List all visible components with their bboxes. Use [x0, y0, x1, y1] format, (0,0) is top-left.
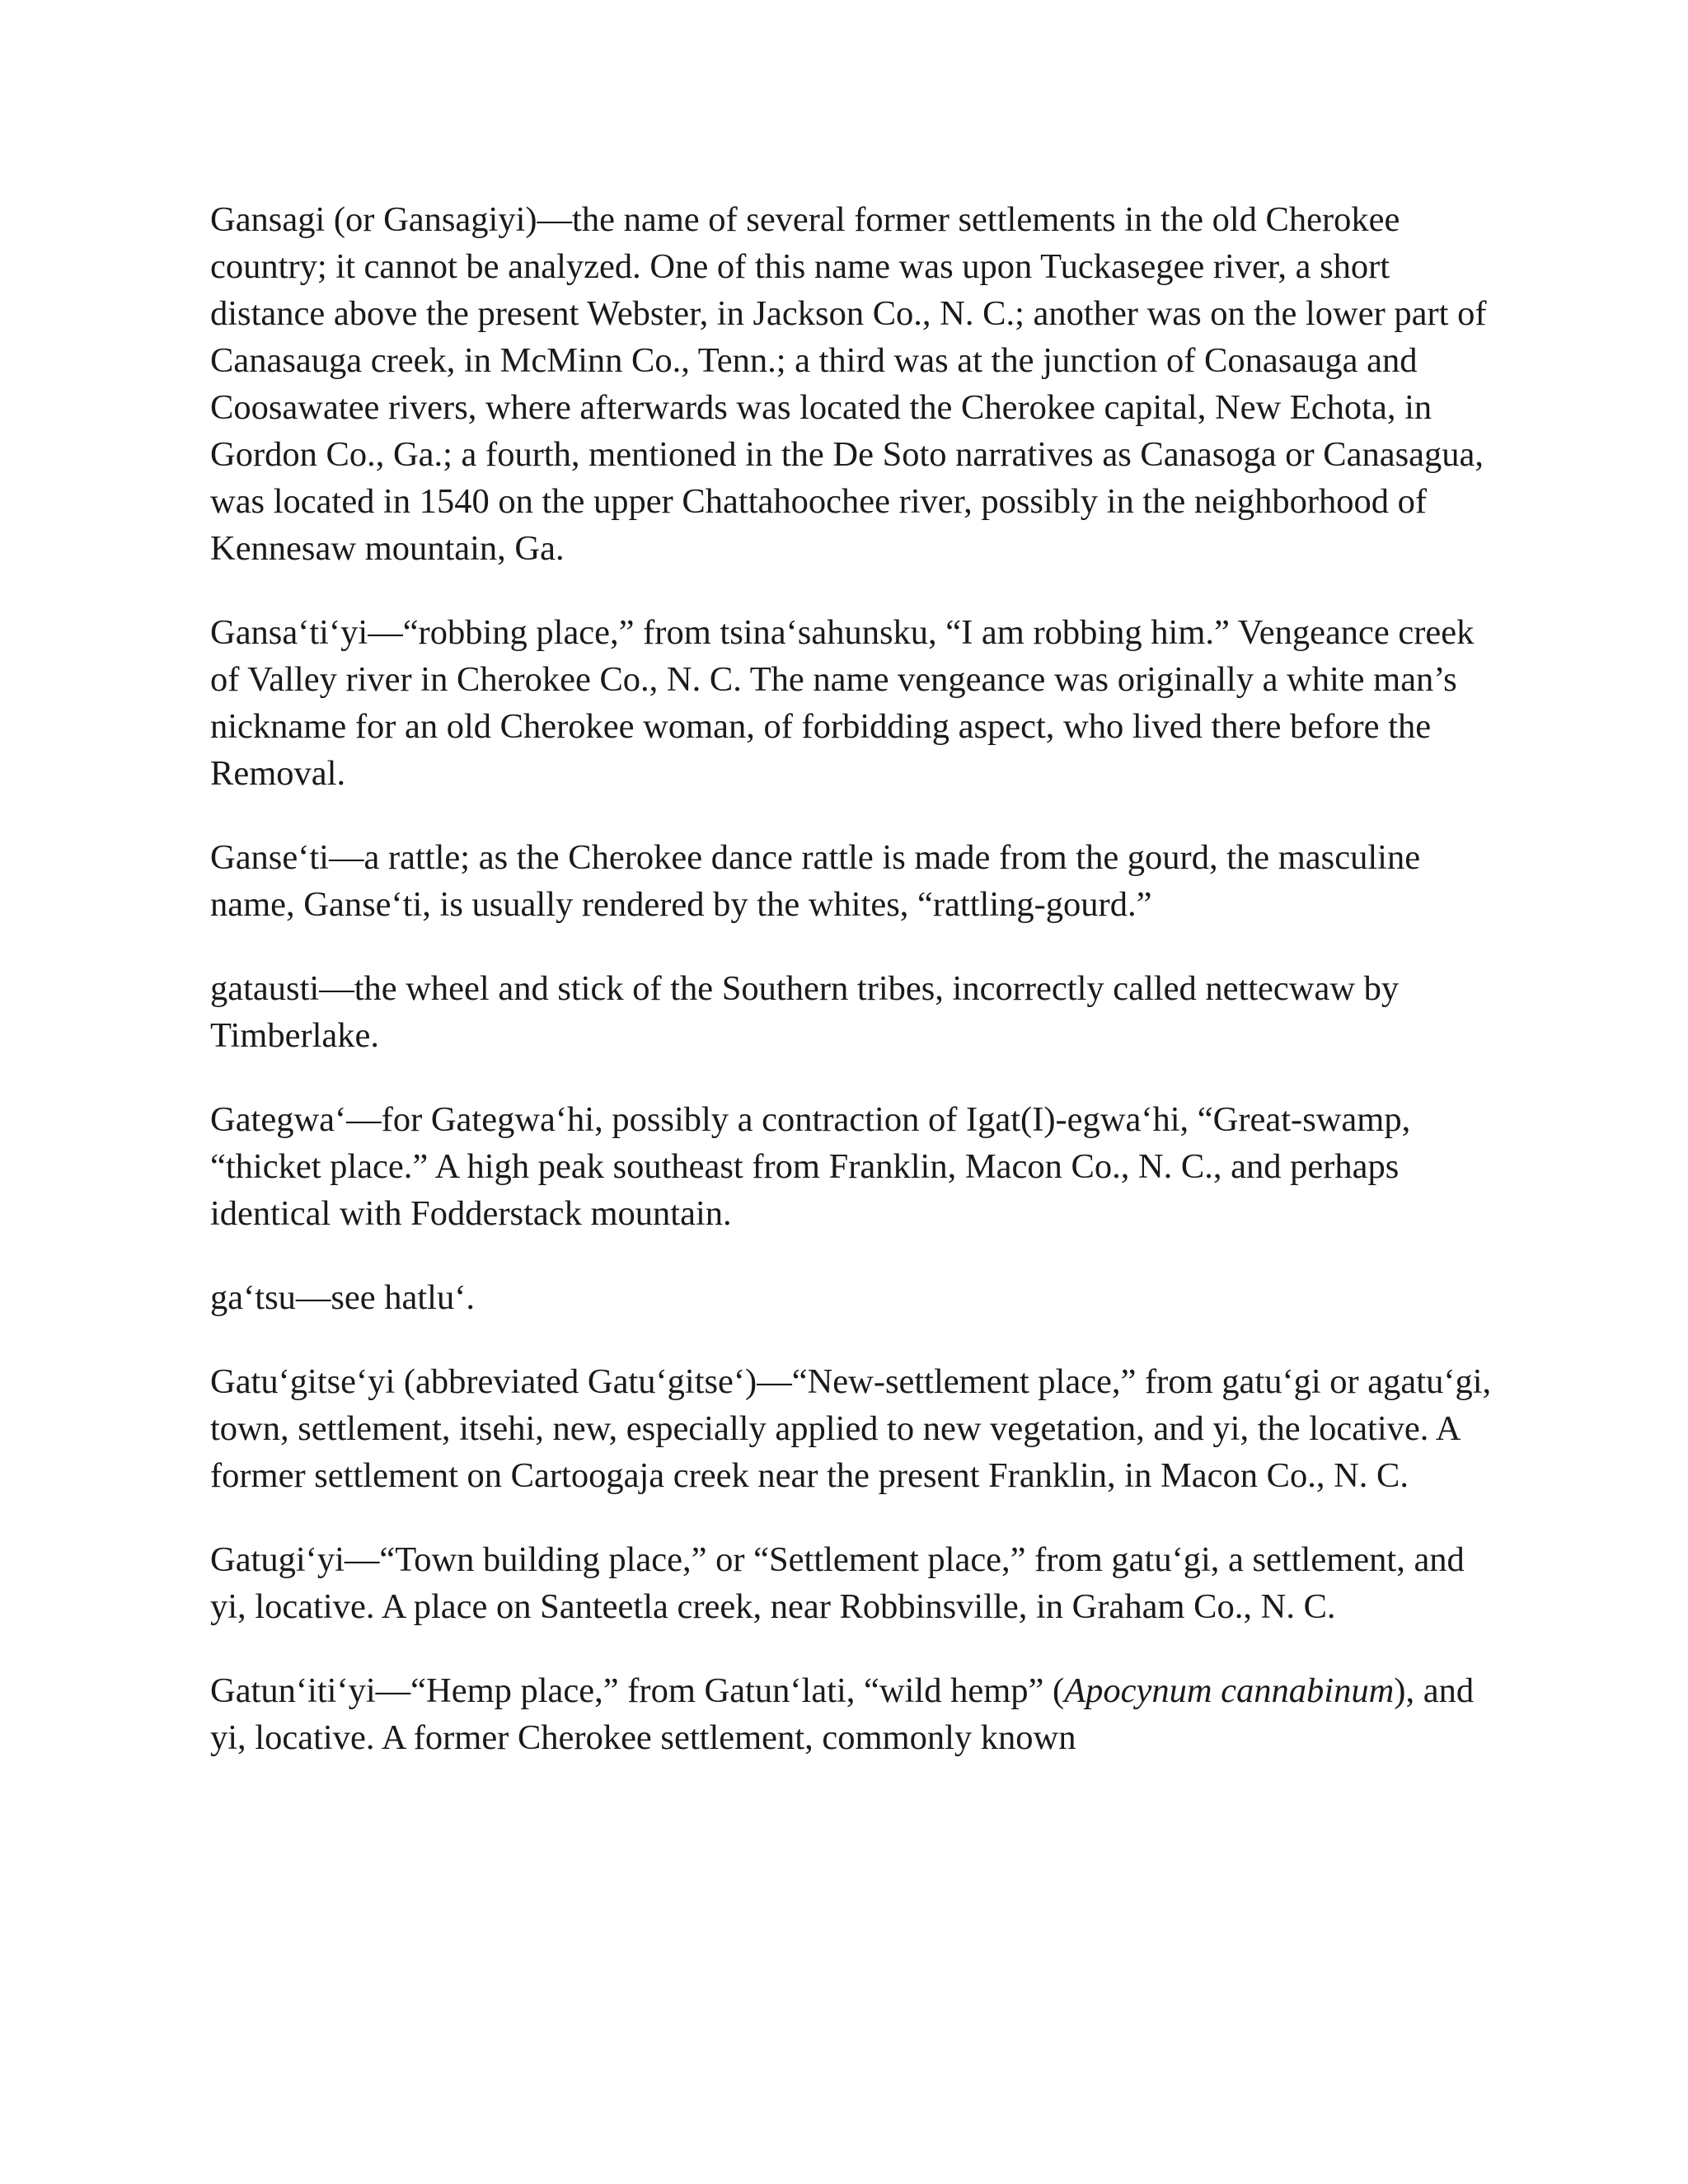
- entry-text: Gategwa‘—for Gategwa‘hi, possibly a contraction of Igat(I)-egwa‘hi, “Great-swamp, “thicket place.” A high peak southeast from Franklin, Macon Co., N. C., and perhaps identical with Fodderstack mountain.: [210, 1100, 1411, 1233]
- entry-text: Gansagi (or Gansagiyi)—the name of several former settlements in the old Cherokee country; it cannot be analyzed. One of this name was upon Tuckasegee river, a short distance above the present Webster, in Jackson Co., N. C.; another was on the lower part of Canasauga creek, in McMinn Co., Tenn.; a third was at the junction of Conasauga and Coosawatee rivers, where afterwards was located the Cherokee capital, New Echota, in Gordon Co., Ga.; a fourth, mentioned in the De Soto narratives as Canasoga or Canasagua, was located in 1540 on the upper Chattahoochee river, possibly in the neighborhood of Kennesaw mountain, Ga.: [210, 200, 1487, 568]
- entry-gatsu: [210, 1274, 1496, 1321]
- entry-gansatiyi: [210, 609, 1496, 797]
- entry-gatunitiyi: [210, 1667, 1496, 1761]
- entry-gansetti: [210, 834, 1496, 928]
- document-page: [210, 196, 1496, 1798]
- entry-text: Gansa‘ti‘yi—“robbing place,” from tsina‘sahunsku, “I am robbing him.” Vengeance creek of Valley river in Cherokee Co., N. C. The name vengeance was originally a white man’s nickname for an old Cherokee woman, of forbidding aspect, who lived there before the Removal.: [210, 613, 1475, 793]
- entry-text-after: ), and yi, locative. A former Cherokee settlement, commonly known: [210, 1671, 1475, 1757]
- entry-gatugitseyi: [210, 1358, 1496, 1499]
- entry-text: Gatugi‘yi—“Town building place,” or “Settlement place,” from gatu‘gi, a settlement, and yi, locative. A place on Santeetla creek, near Robbinsville, in Graham Co., N. C.: [210, 1540, 1465, 1626]
- entry-text: Ganse‘ti—a rattle; as the Cherokee dance rattle is made from the gourd, the masculine name, Ganse‘ti, is usually rendered by the whites, “rattling-gourd.”: [210, 838, 1421, 924]
- entry-gategwa: [210, 1096, 1496, 1237]
- entry-gatugiyi: [210, 1536, 1496, 1630]
- entry-text: ga‘tsu—see hatlu‘.: [210, 1278, 476, 1317]
- entry-text: gatausti—the wheel and stick of the Southern tribes, incorrectly called nettecwaw by Timberlake.: [210, 969, 1400, 1055]
- entry-text-before: Gatun‘iti‘yi—“Hemp place,” from Gatun‘lati, “wild hemp” (: [210, 1671, 1065, 1710]
- entry-gatausti: [210, 965, 1496, 1059]
- entry-gansagi: [210, 196, 1496, 572]
- entry-text: Gatu‘gitse‘yi (abbreviated Gatu‘gitse‘)—“New-settlement place,” from gatu‘gi or agatu‘gi, town, settlement, itsehi, new, especially applied to new vegetation, and yi, the locative. A former settlement on Cartoogaja creek near the present Franklin, in Macon Co., N. C.: [210, 1362, 1492, 1495]
- entry-text-italic: Apocynum cannabinum: [1064, 1671, 1395, 1710]
